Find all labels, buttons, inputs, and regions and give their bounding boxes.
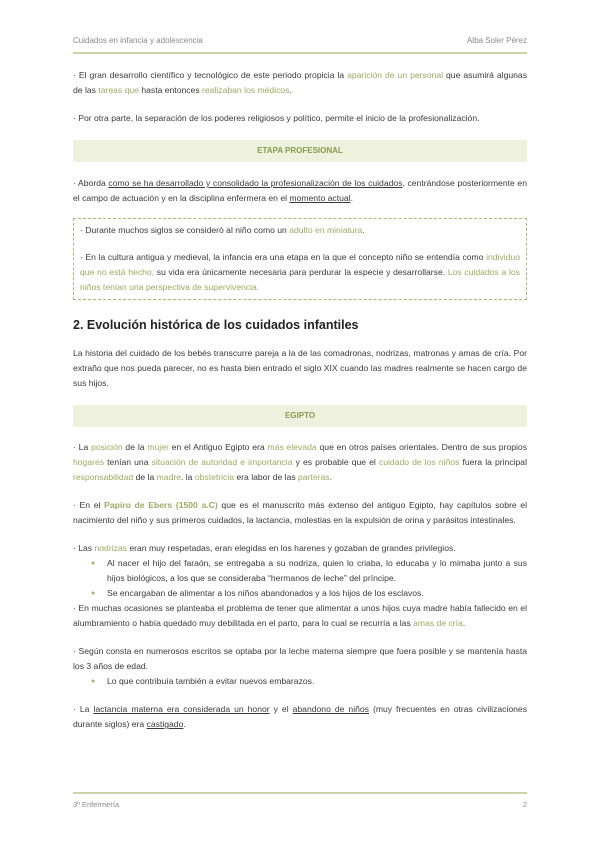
paragraph-lactancia <box>73 702 527 732</box>
paragraph-leche-materna: · Según consta en numerosos escritos se optaba por la leche materna siempre que fuera posible y se mantenía hasta los 3 años de edad. <box>73 646 527 671</box>
highlight-text: aparición de un personal <box>347 70 444 80</box>
text-run: . <box>462 618 466 628</box>
text-run: · Aborda <box>73 178 109 188</box>
text-run: tenían una <box>104 457 152 467</box>
list-item: ● Se encargaban de alimentar a los niños abandonados y a los hijos de los esclavos. <box>95 586 527 601</box>
underlined-text: lactancia materna era considerada un honor <box>93 704 270 714</box>
text-run: era labor de las <box>234 472 299 482</box>
dashed-note-box <box>73 218 527 300</box>
text-run: hasta entonces <box>138 85 203 95</box>
highlight-text: posición <box>91 442 123 452</box>
text-run: (muy frecuentes en otras civilizaciones durante siglos) era <box>73 704 527 729</box>
highlight-text: más elevada <box>267 442 317 452</box>
header-course-title: Cuidados en infancia y adolescencia <box>73 36 203 45</box>
underlined-text: momento actual <box>289 193 351 203</box>
text-run: que es el manuscrito más extenso del antiguo Egipto, hay capítulos sobre el nacimiento del niño y sus primeros cuidados, la lactancia, molestias en la expulsión de orina y parásitos intestinales. <box>73 500 527 525</box>
header-author: Alba Soler Pérez <box>466 36 527 45</box>
highlight-text: responsabilidad <box>73 472 134 482</box>
text-run: y el <box>269 704 293 714</box>
paragraph-nodrizas <box>73 541 527 556</box>
highlight-text: realizaban los médicos <box>202 85 290 95</box>
text-run: . <box>329 472 332 482</box>
text-run: · La <box>73 442 92 452</box>
text-run: en el Antiguo Egipto era <box>168 442 268 452</box>
text-run: de la <box>133 472 157 482</box>
text-run: de la <box>122 442 148 452</box>
highlight-text: situación de autoridad e importancia <box>151 457 293 467</box>
highlight-text: Papiro de Ebers (1500 a.C) <box>104 500 218 510</box>
footer-course-year: 3º Enfermería <box>73 800 120 809</box>
text-run: , centrándose posteriormente en el campo de actuación y en la disciplina enfermera en el <box>73 178 527 203</box>
highlight-text: Los cuidados a los niños tenían una perspectiva de supervivencia. <box>80 267 520 292</box>
page-content <box>73 68 527 732</box>
section-band-egipto: EGIPTO <box>73 405 527 427</box>
text-run: · Las <box>73 543 95 553</box>
bullet-list-embarazos <box>73 674 527 689</box>
text-run: que en otros países orientales. Dentro de sus propios <box>316 442 527 452</box>
header-rule <box>73 52 527 54</box>
highlight-text: mujer <box>147 442 169 452</box>
paragraph-separation: · Por otra parte, la separación de los poderes religiosos y político, permite el inicio de la profesionalización. <box>73 113 480 123</box>
text-run: . la <box>180 472 195 482</box>
bullet-list-nodrizas <box>73 556 527 601</box>
highlight-text: nodrizas <box>94 543 127 553</box>
underlined-text: castigado <box>146 719 184 729</box>
text-run: · En muchas ocasiones se planteaba el problema de tener que alimentar a unos hijos cuya madre había fallecido en el alumbramiento o había quedado muy debilitada en el parto, para lo cual se recurría a las <box>73 603 527 628</box>
text-run: . <box>183 719 186 729</box>
text-run: . <box>362 225 365 235</box>
list-item: ● Al nacer el hijo del faraón, se entregaba a su nodriza, quien lo criaba, lo educaba y lo mimaba junto a sus hijos biológicos, a los que se consideraba “hermanos de leche” del príncipe. <box>95 556 527 586</box>
paragraph-aborda <box>73 176 527 206</box>
text-run: su vida era únicamente necesaria para perdurar la especie y desarrollarse. <box>154 267 448 277</box>
note-adulto-miniatura <box>80 223 520 238</box>
text-run: · Durante muchos siglos se consideró al niño como un <box>80 225 290 235</box>
highlight-text: madre <box>156 472 181 482</box>
highlight-text: individuo que no está hecho, <box>80 252 520 277</box>
highlight-text: obstetricia <box>194 472 235 482</box>
section-band-etapa-profesional: ETAPA PROFESIONAL <box>73 140 527 162</box>
text-run: · La <box>73 704 94 714</box>
section-heading: 2. Evolución histórica de los cuidados infantiles <box>73 318 359 332</box>
list-item: ● Lo que contribuía también a evitar nuevos embarazos. <box>95 674 527 689</box>
underlined-text: como se ha desarrollado y consolidado la profesionalización de los cuidados <box>108 178 403 188</box>
text-run: y es probable que el <box>292 457 379 467</box>
paragraph-amas-de-cria <box>73 601 527 631</box>
highlight-text: hogares <box>73 457 105 467</box>
highlight-text: adulto en miniatura <box>289 225 363 235</box>
footer-rule <box>73 792 527 794</box>
text-run: eran muy respetadas, eran elegidas en los harenes y gozaban de grandes privilegios. <box>126 543 456 553</box>
paragraph-papiro-ebers <box>73 498 527 528</box>
text-run: que asumirá algunas de las <box>73 70 527 95</box>
note-cultura-antigua <box>80 250 520 295</box>
paragraph-historia: La historia del cuidado de los bebés transcurre pareja a la de las comadronas, nodrizas, matronas y amas de cría. Por extraño que nos pueda parecer, no es hasta bien entrado el siglo XIX cuando las madres realmente se hacen cargo de sus hijos. <box>73 348 527 388</box>
page-header <box>73 36 527 50</box>
text-run: · En el <box>73 500 105 510</box>
text-run: . <box>289 85 292 95</box>
highlight-text: tareas que <box>98 85 139 95</box>
highlight-text: amas de cría <box>413 618 463 628</box>
underlined-text: abandono de niños <box>292 704 369 714</box>
text-run: . <box>350 193 353 203</box>
highlight-text: parteras <box>298 472 330 482</box>
highlight-text: cuidado de los niños <box>378 457 460 467</box>
text-run: · El gran desarrollo científico y tecnológico de este periodo propicia la <box>73 70 348 80</box>
page-footer <box>73 800 527 809</box>
text-run: fuera la principal <box>459 457 527 467</box>
text-run: · En la cultura antigua y medieval, la infancia era una etapa en la que el concepto niño se entendía como <box>80 252 487 262</box>
paragraph-posicion-mujer <box>73 440 527 485</box>
page-number: 2 <box>522 800 527 809</box>
paragraph-personal <box>73 68 527 98</box>
